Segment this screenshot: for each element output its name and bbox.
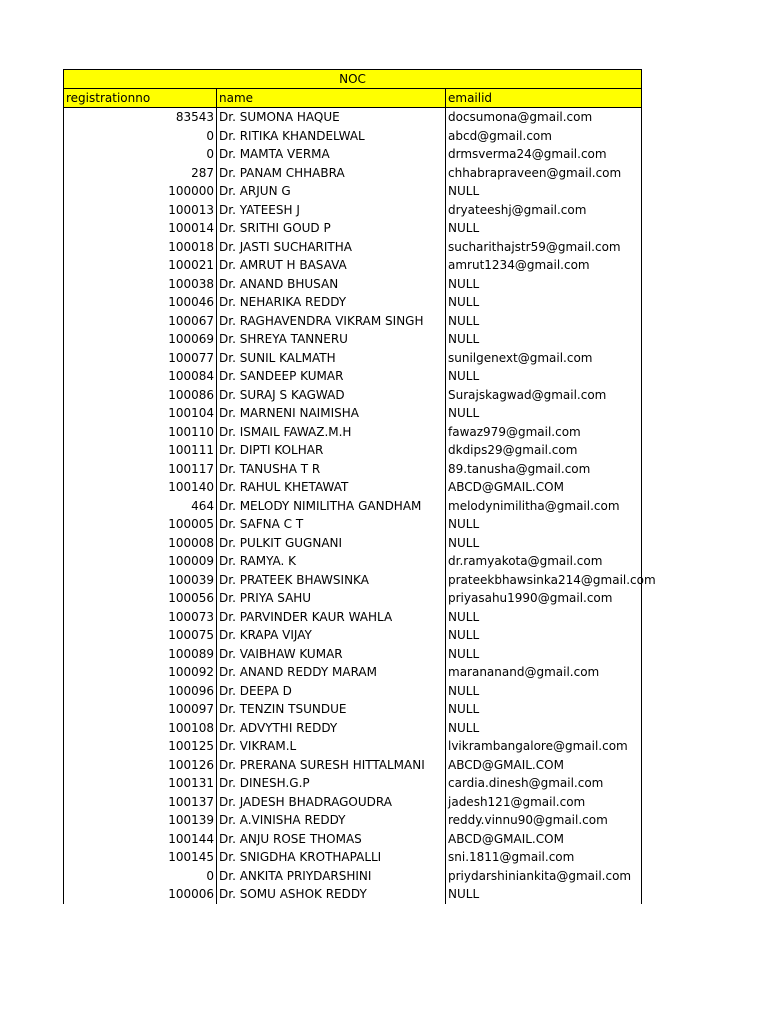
email-cell[interactable]: fawaz979@gmail.com [446,423,642,442]
table-body [64,108,656,904]
table-row [64,497,642,516]
table-row [64,219,642,238]
table-row [64,201,642,220]
registration-number-cell[interactable]: 83543 [64,108,217,127]
name-cell[interactable]: Dr. RITIKA KHANDELWAL [217,127,446,146]
name-cell[interactable]: Dr. ADVYTHI REDDY [217,719,446,738]
email-cell[interactable]: sni.1811@gmail.com [446,848,642,867]
table-row [64,238,642,257]
table-row [64,349,642,368]
name-cell[interactable]: Dr. VIKRAM.L [217,737,446,756]
name-cell[interactable]: Dr. NEHARIKA REDDY [217,293,446,312]
registration-number-cell[interactable]: 100069 [64,330,217,349]
registration-number-cell[interactable]: 100097 [64,700,217,719]
email-cell[interactable]: marananand@gmail.com [446,663,642,682]
email-cell[interactable]: NULL [446,885,642,904]
name-cell[interactable]: Dr. SANDEEP KUMAR [217,367,446,386]
name-cell[interactable]: Dr. PANAM CHHABRA [217,164,446,183]
registration-number-cell[interactable]: 100117 [64,460,217,479]
email-cell[interactable]: ABCD@GMAIL.COM [446,478,642,497]
column-header-emailid[interactable]: emailid [446,89,642,108]
registration-number-cell[interactable]: 100000 [64,182,217,201]
registration-number-cell[interactable]: 100089 [64,645,217,664]
email-cell[interactable]: NULL [446,293,642,312]
registration-number-cell[interactable]: 0 [64,145,217,164]
name-cell[interactable]: Dr. PRATEEK BHAWSINKA [217,571,446,590]
table-row [64,534,642,553]
email-cell[interactable]: NULL [446,608,642,627]
registration-number-cell[interactable]: 100038 [64,275,217,294]
table-row [64,626,642,645]
email-cell[interactable]: NULL [446,534,642,553]
registration-number-cell[interactable]: 287 [64,164,217,183]
table-row [64,256,642,275]
registration-number-cell[interactable]: 100021 [64,256,217,275]
table-row [64,571,642,590]
registration-number-cell[interactable]: 0 [64,867,217,886]
table-row [64,330,642,349]
name-cell[interactable]: Dr. RAHUL KHETAWAT [217,478,446,497]
name-cell[interactable]: Dr. MARNENI NAIMISHA [217,404,446,423]
email-cell[interactable]: lvikrambangalore@gmail.com [446,737,642,756]
email-cell[interactable]: NULL [446,700,642,719]
table-row [64,441,642,460]
name-cell[interactable]: Dr. MAMTA VERMA [217,145,446,164]
email-cell[interactable]: drmsverma24@gmail.com [446,145,642,164]
name-cell[interactable]: Dr. JASTI SUCHARITHA [217,238,446,257]
header-row [64,89,642,108]
email-cell[interactable]: NULL [446,626,642,645]
email-cell[interactable]: Surajskagwad@gmail.com [446,386,642,405]
name-cell[interactable]: Dr. YATEESH J [217,201,446,220]
email-cell[interactable]: docsumona@gmail.com [446,108,642,127]
table-row [64,552,642,571]
registration-number-cell[interactable]: 100018 [64,238,217,257]
name-cell[interactable]: Dr. A.VINISHA REDDY [217,811,446,830]
table-row [64,848,642,867]
table-row [64,478,642,497]
table-row [64,608,642,627]
table-row [64,312,642,331]
name-cell[interactable]: Dr. SRITHI GOUD P [217,219,446,238]
email-cell[interactable]: dryateeshj@gmail.com [446,201,642,220]
registration-number-cell[interactable]: 100144 [64,830,217,849]
table-row [64,275,642,294]
table-row [64,774,642,793]
registration-number-cell[interactable]: 100006 [64,885,217,904]
table-row [64,756,642,775]
name-cell[interactable]: Dr. ANAND REDDY MARAM [217,663,446,682]
name-cell[interactable]: Dr. ANKITA PRIYDARSHINI [217,867,446,886]
table-row [64,700,642,719]
name-cell[interactable]: Dr. TENZIN TSUNDUE [217,700,446,719]
registration-number-cell[interactable]: 100075 [64,626,217,645]
email-cell[interactable]: priyasahu1990@gmail.com [446,589,642,608]
name-cell[interactable]: Dr. PRERANA SURESH HITTALMANI [217,756,446,775]
table-title-row [64,70,642,89]
table-row [64,182,642,201]
registration-number-cell[interactable]: 100056 [64,589,217,608]
column-header-registrationno[interactable]: registrationno [64,89,217,108]
email-cell[interactable]: amrut1234@gmail.com [446,256,642,275]
registration-number-cell[interactable]: 100086 [64,386,217,405]
email-cell[interactable]: NULL [446,645,642,664]
name-cell[interactable]: Dr. ANAND BHUSAN [217,275,446,294]
name-cell[interactable]: Dr. RAGHAVENDRA VIKRAM SINGH [217,312,446,331]
name-cell[interactable]: Dr. KRAPA VIJAY [217,626,446,645]
table-row [64,293,642,312]
table-row [64,793,642,812]
table-row [64,460,642,479]
table-row [64,719,642,738]
registration-number-cell[interactable]: 100067 [64,312,217,331]
email-cell[interactable]: NULL [446,682,642,701]
registration-number-cell[interactable]: 100009 [64,552,217,571]
table-row [64,811,642,830]
name-cell[interactable]: Dr. MELODY NIMILITHA GANDHAM [217,497,446,516]
email-cell[interactable]: reddy.vinnu90@gmail.com [446,811,642,830]
table-row [64,589,642,608]
name-cell[interactable]: Dr. ISMAIL FAWAZ.M.H [217,423,446,442]
email-cell[interactable]: NULL [446,275,642,294]
noc-table [63,69,656,904]
table-title[interactable]: NOC [64,70,642,89]
email-cell[interactable]: NULL [446,182,642,201]
email-cell[interactable]: NULL [446,515,642,534]
email-cell[interactable]: NULL [446,330,642,349]
registration-number-cell[interactable]: 100139 [64,811,217,830]
table-row [64,867,642,886]
table-row [64,145,642,164]
registration-number-cell[interactable]: 100131 [64,774,217,793]
table-row [64,386,642,405]
registration-number-cell[interactable]: 100008 [64,534,217,553]
table-row [64,885,642,904]
column-header-name[interactable]: name [217,89,446,108]
email-cell[interactable]: dkdips29@gmail.com [446,441,642,460]
email-cell[interactable]: abcd@gmail.com [446,127,642,146]
email-cell[interactable]: NULL [446,312,642,331]
email-cell[interactable]: NULL [446,367,642,386]
table-row [64,515,642,534]
registration-number-cell[interactable]: 100092 [64,663,217,682]
email-cell[interactable]: NULL [446,719,642,738]
name-cell[interactable]: Dr. SUMONA HAQUE [217,108,446,127]
email-cell[interactable]: dr.ramyakota@gmail.com [446,552,642,571]
email-cell[interactable]: sucharithajstr59@gmail.com [446,238,642,257]
name-cell[interactable]: Dr. PARVINDER KAUR WAHLA [217,608,446,627]
registration-number-cell[interactable]: 100125 [64,737,217,756]
table-row [64,663,642,682]
registration-number-cell[interactable]: 100104 [64,404,217,423]
table-row [64,423,642,442]
name-cell[interactable]: Dr. SAFNA C T [217,515,446,534]
registration-number-cell[interactable]: 100046 [64,293,217,312]
table-row [64,108,642,127]
table-row [64,682,642,701]
email-cell[interactable]: melodynimilitha@gmail.com [446,497,642,516]
registration-number-cell[interactable]: 100013 [64,201,217,220]
table-row [64,737,642,756]
email-cell[interactable]: sunilgenext@gmail.com [446,349,642,368]
name-cell[interactable]: Dr. DIPTI KOLHAR [217,441,446,460]
registration-number-cell[interactable]: 100084 [64,367,217,386]
registration-number-cell[interactable]: 100110 [64,423,217,442]
name-cell[interactable]: Dr. JADESH BHADRAGOUDRA [217,793,446,812]
name-cell[interactable]: Dr. SNIGDHA KROTHAPALLI [217,848,446,867]
name-cell[interactable]: Dr. VAIBHAW KUMAR [217,645,446,664]
email-cell[interactable]: NULL [446,404,642,423]
email-cell[interactable]: prateekbhawsinka214@gmail.com [446,571,642,590]
registration-number-cell[interactable]: 100073 [64,608,217,627]
registration-number-cell[interactable]: 0 [64,127,217,146]
registration-number-cell[interactable]: 100077 [64,349,217,368]
table-row [64,645,642,664]
name-cell[interactable]: Dr. SURAJ S KAGWAD [217,386,446,405]
name-cell[interactable]: Dr. ANJU ROSE THOMAS [217,830,446,849]
table-row [64,830,642,849]
name-cell[interactable]: Dr. DEEPA D [217,682,446,701]
registration-number-cell[interactable]: 100108 [64,719,217,738]
table-row [64,127,642,146]
registration-number-cell[interactable]: 464 [64,497,217,516]
name-cell[interactable]: Dr. DINESH.G.P [217,774,446,793]
name-cell[interactable]: Dr. SUNIL KALMATH [217,349,446,368]
email-cell[interactable]: ABCD@GMAIL.COM [446,756,642,775]
name-cell[interactable]: Dr. PULKIT GUGNANI [217,534,446,553]
email-cell[interactable]: 89.tanusha@gmail.com [446,460,642,479]
registration-number-cell[interactable]: 100096 [64,682,217,701]
name-cell[interactable]: Dr. RAMYA. K [217,552,446,571]
registration-number-cell[interactable]: 100140 [64,478,217,497]
email-cell[interactable]: cardia.dinesh@gmail.com [446,774,642,793]
name-cell[interactable]: Dr. PRIYA SAHU [217,589,446,608]
table-row [64,367,642,386]
email-cell[interactable]: jadesh121@gmail.com [446,793,642,812]
registration-number-cell[interactable]: 100137 [64,793,217,812]
registration-number-cell[interactable]: 100014 [64,219,217,238]
email-cell[interactable]: priydarshiniankita@gmail.com [446,867,642,886]
table-row [64,404,642,423]
email-cell[interactable]: chhabrapraveen@gmail.com [446,164,642,183]
registration-number-cell[interactable]: 100039 [64,571,217,590]
registration-number-cell[interactable]: 100126 [64,756,217,775]
name-cell[interactable]: Dr. TANUSHA T R [217,460,446,479]
name-cell[interactable]: Dr. SOMU ASHOK REDDY [217,885,446,904]
name-cell[interactable]: Dr. AMRUT H BASAVA [217,256,446,275]
email-cell[interactable]: ABCD@GMAIL.COM [446,830,642,849]
registration-number-cell[interactable]: 100111 [64,441,217,460]
registration-number-cell[interactable]: 100145 [64,848,217,867]
spreadsheet [63,69,656,904]
email-cell[interactable]: NULL [446,219,642,238]
registration-number-cell[interactable]: 100005 [64,515,217,534]
name-cell[interactable]: Dr. SHREYA TANNERU [217,330,446,349]
table-row [64,164,642,183]
name-cell[interactable]: Dr. ARJUN G [217,182,446,201]
